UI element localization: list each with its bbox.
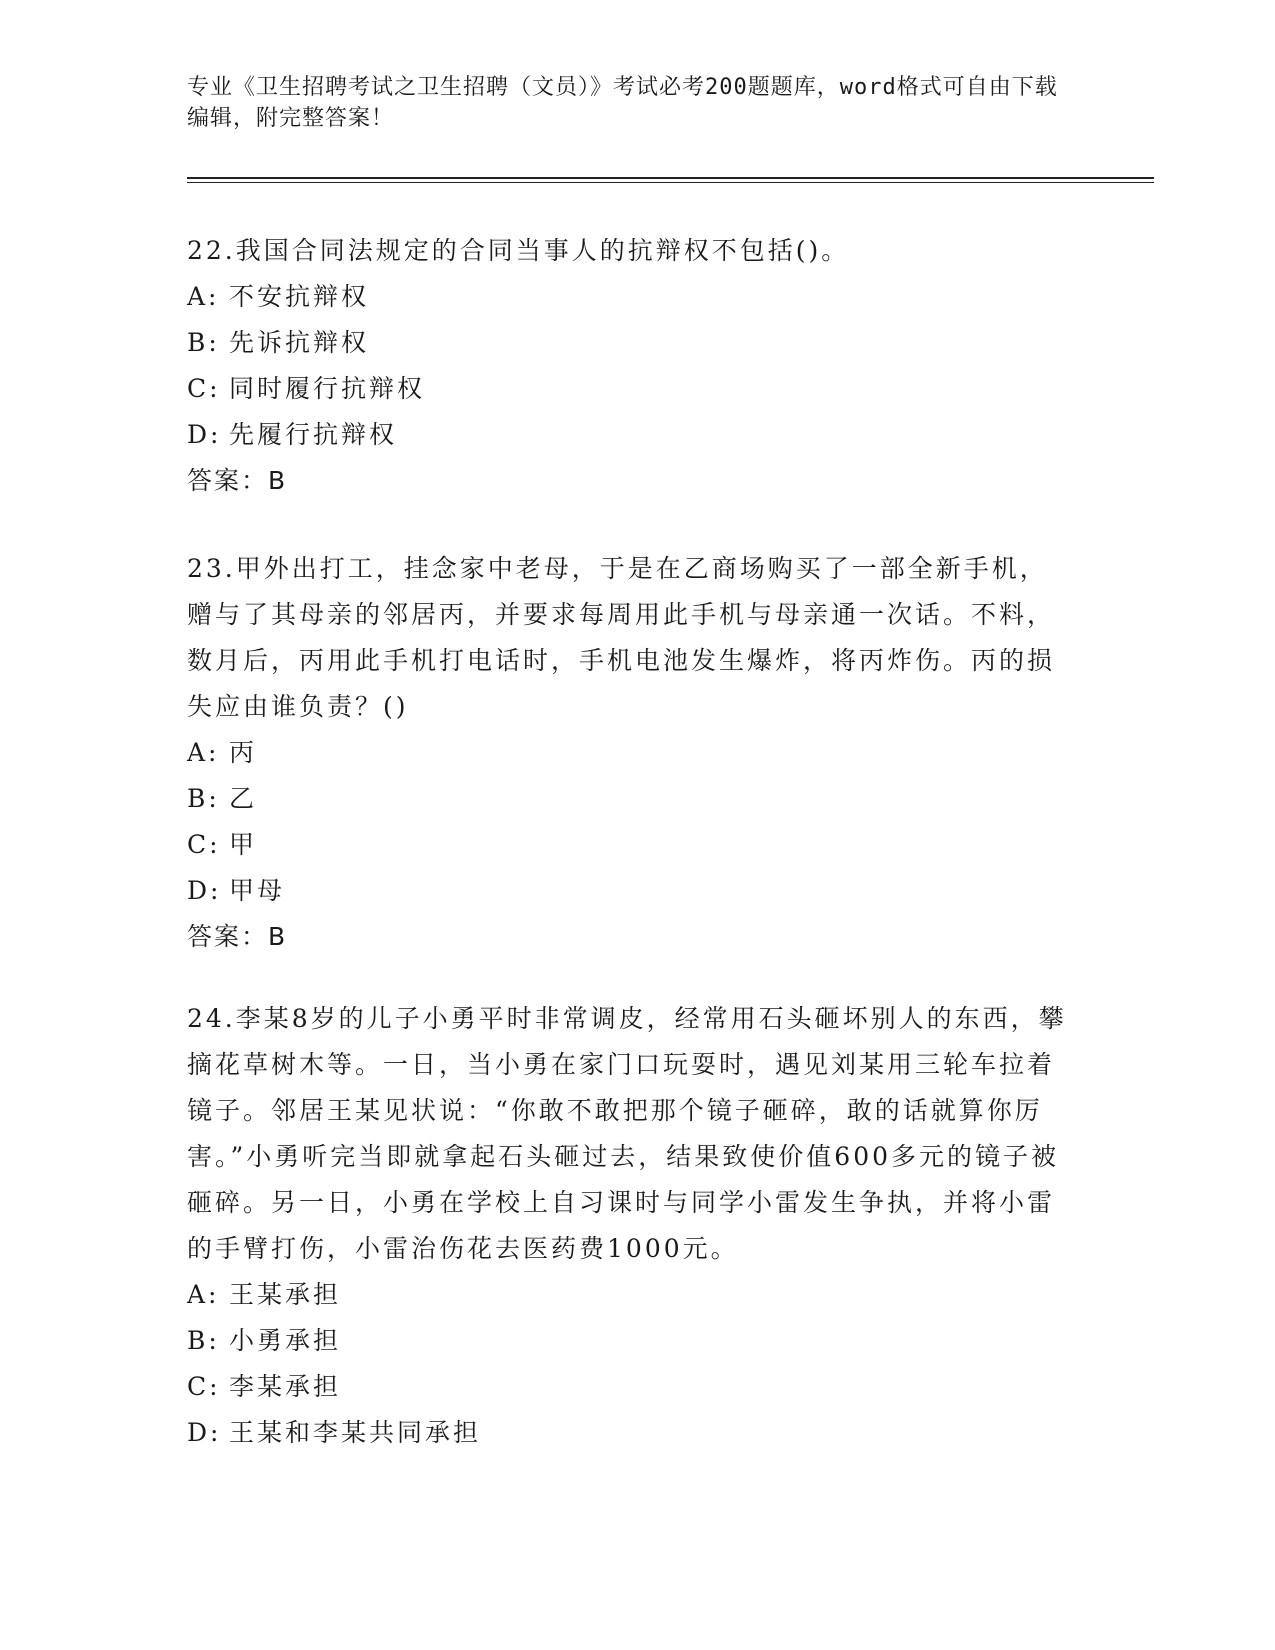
- option-c: [187, 366, 1067, 412]
- option-text: 甲母: [229, 876, 286, 905]
- option-letter: B:: [187, 1326, 220, 1355]
- option-letter: A:: [187, 738, 220, 767]
- option-text: 王某和李某共同承担: [229, 1418, 482, 1447]
- option-text: 甲: [229, 830, 258, 859]
- option-letter: C:: [187, 1372, 221, 1401]
- question-stem: 22.我国合同法规定的合同当事人的抗辩权不包括()。: [187, 236, 850, 265]
- header-divider-thick: [187, 177, 1154, 179]
- option-letter: D:: [187, 1418, 222, 1447]
- option-text: 丙: [229, 738, 258, 767]
- option-d: [187, 412, 1067, 458]
- header-divider-thin: [187, 182, 1154, 183]
- option-letter: C:: [187, 830, 221, 859]
- option-d: [187, 868, 1067, 914]
- option-letter: D:: [187, 876, 222, 905]
- answer-line: 答案：B: [187, 466, 288, 495]
- question-stem: 23.甲外出打工，挂念家中老母，于是在乙商场购买了一部全新手机，赠与了其母亲的邻居丙，并要求每周用此手机与母亲通一次话。不料，数月后，丙用此手机打电话时，手机电池发生爆炸，将丙炸伤。丙的损失应由谁负责？(): [187, 554, 1056, 721]
- option-b: [187, 1318, 1067, 1364]
- option-d: [187, 1410, 1067, 1456]
- option-letter: C:: [187, 374, 221, 403]
- document-header: 专业《卫生招聘考试之卫生招聘（文员）》考试必考200题题库，word格式可自由下载编辑，附完整答案！: [187, 75, 1058, 131]
- option-b: [187, 320, 1067, 366]
- option-text: 不安抗辩权: [229, 282, 370, 311]
- option-letter: A:: [187, 1280, 220, 1309]
- option-letter: B:: [187, 784, 220, 813]
- option-a: [187, 1272, 1067, 1318]
- option-text: 王某承担: [229, 1280, 342, 1309]
- option-text: 乙: [229, 784, 258, 813]
- option-text: 同时履行抗辩权: [229, 374, 426, 403]
- option-letter: A:: [187, 282, 220, 311]
- option-text: 小勇承担: [229, 1326, 342, 1355]
- question-stem: 24.李某8岁的儿子小勇平时非常调皮，经常用石头砸坏别人的东西，攀摘花草树木等。一日，当小勇在家门口玩耍时，遇见刘某用三轮车拉着镜子。邻居王某见状说：“你敢不敢把那个镜子砸碎，敢的话就算你厉害。”小勇听完当即就拿起石头砸过去，结果致使价值600多元的镜子被砸碎。另一日，小勇在学校上自习课时与同学小雷发生争执，并将小雷的手臂打伤，小雷治伤花去医药费1000元。: [187, 1004, 1067, 1263]
- option-text: 先诉抗辩权: [229, 328, 370, 357]
- option-a: [187, 274, 1067, 320]
- option-text: 李某承担: [229, 1372, 342, 1401]
- option-c: [187, 822, 1067, 868]
- question-23: [187, 546, 1067, 960]
- answer-line: 答案：B: [187, 922, 288, 951]
- option-letter: B:: [187, 328, 220, 357]
- question-22: [187, 228, 1067, 504]
- option-a: [187, 730, 1067, 776]
- option-letter: D:: [187, 420, 222, 449]
- option-text: 先履行抗辩权: [229, 420, 398, 449]
- option-c: [187, 1364, 1067, 1410]
- option-b: [187, 776, 1067, 822]
- question-24: [187, 996, 1067, 1456]
